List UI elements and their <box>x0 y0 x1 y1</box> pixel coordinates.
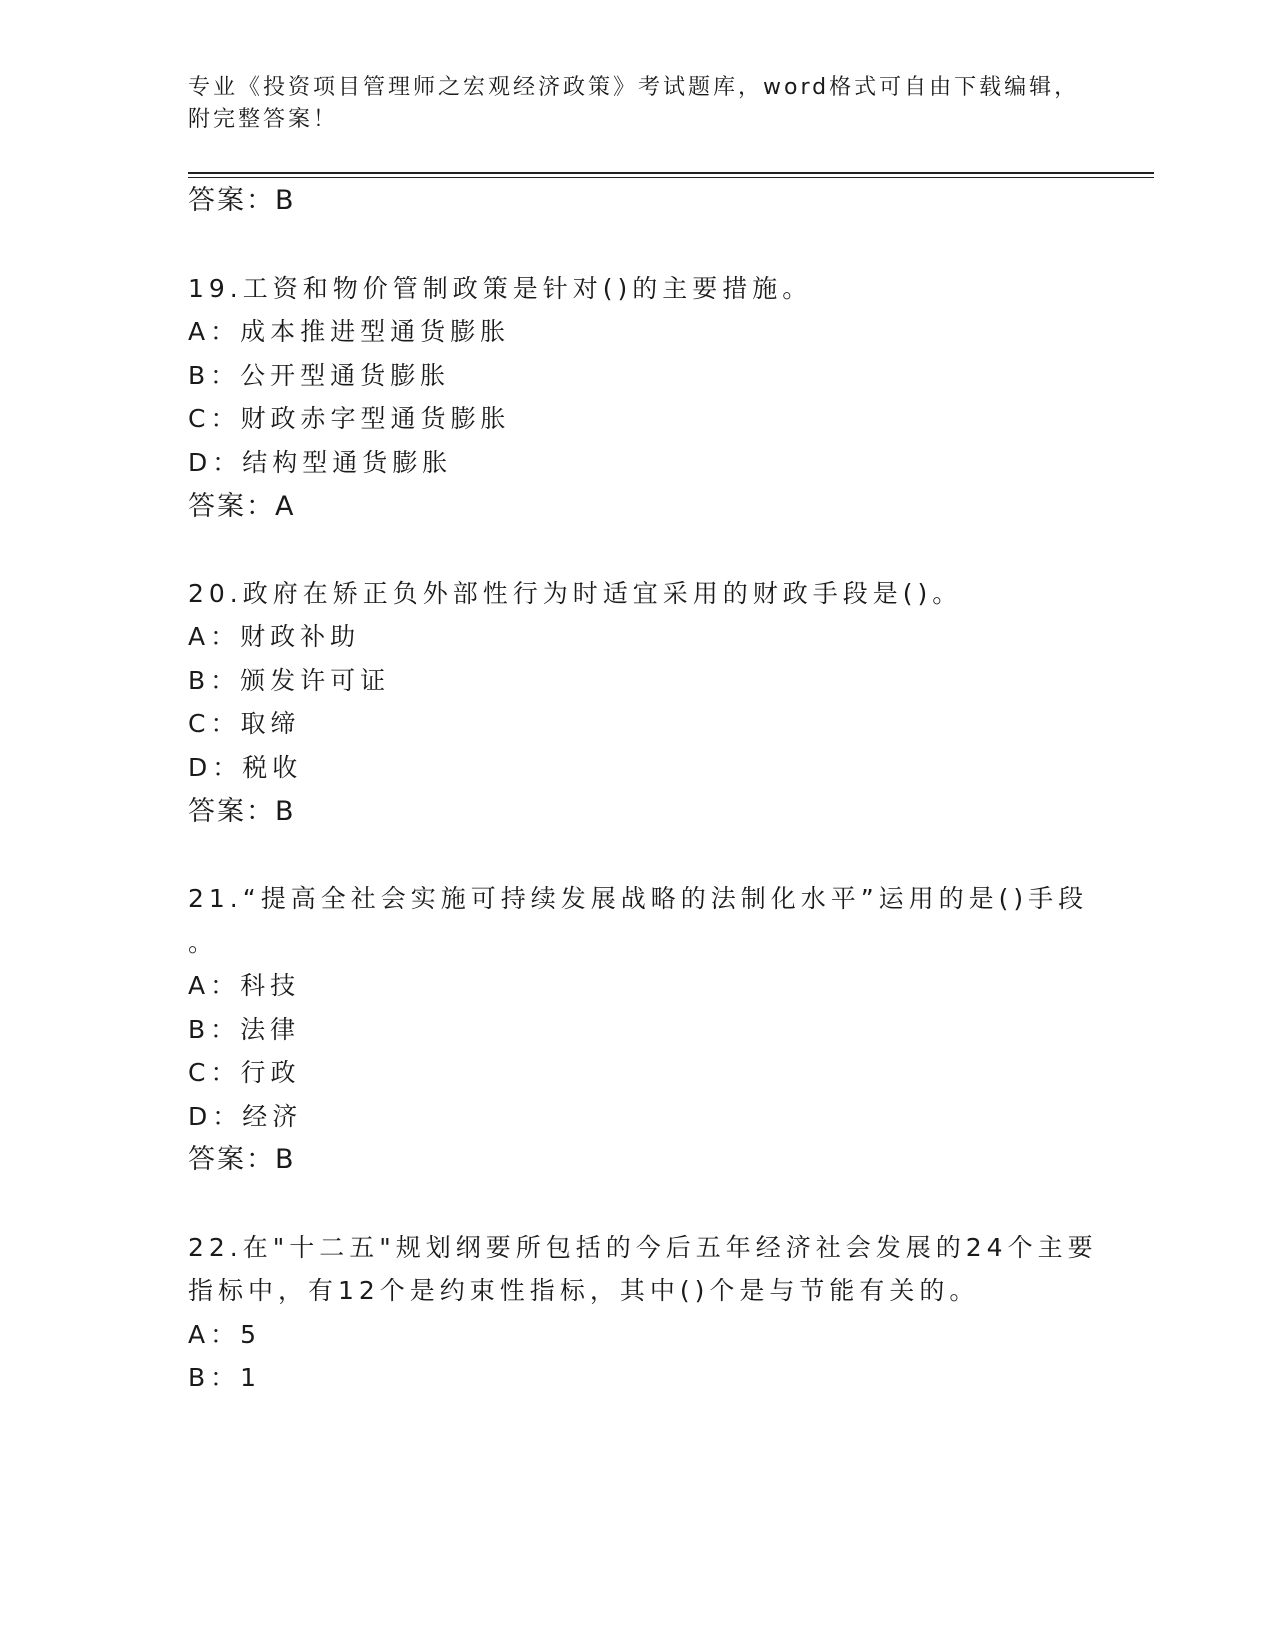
question-19-option-b: B：公开型通货膨胀 <box>188 361 451 390</box>
header-rule-top <box>188 172 1154 174</box>
question-20-option-d: D：税收 <box>188 753 303 782</box>
previous-question-answer: 答案：B <box>188 185 296 216</box>
question-21-option-a: A：科技 <box>188 971 301 1000</box>
question-21-option-d: D：经济 <box>188 1102 303 1131</box>
question-20-option-a: A：财政补助 <box>188 622 361 651</box>
question-19-answer: 答案：A <box>188 491 296 522</box>
question-22-stem-line-1: 22.在"十二五"规划纲要所包括的今后五年经济社会发展的24个主要 <box>188 1233 1098 1262</box>
question-22-stem-line-2: 指标中，有12个是约束性指标，其中()个是与节能有关的。 <box>188 1276 980 1305</box>
question-20-option-c: C：取缔 <box>188 709 301 738</box>
header-rule-bottom <box>188 177 1154 178</box>
question-20-option-b: B：颁发许可证 <box>188 666 391 695</box>
question-21-stem-line-2: 。 <box>188 928 219 957</box>
question-20-answer: 答案：B <box>188 796 296 827</box>
document-header-line-2: 附完整答案！ <box>188 107 339 132</box>
question-20-stem: 20.政府在矫正负外部性行为时适宜采用的财政手段是()。 <box>188 579 963 608</box>
question-21-option-c: C：行政 <box>188 1058 301 1087</box>
document-header-line-1: 专业《投资项目管理师之宏观经济政策》考试题库，word格式可自由下载编辑， <box>188 75 1080 100</box>
question-21-option-b: B：法律 <box>188 1015 301 1044</box>
question-21-answer: 答案：B <box>188 1144 296 1175</box>
question-19-option-d: D：结构型通货膨胀 <box>188 448 453 477</box>
question-19-option-c: C：财政赤字型通货膨胀 <box>188 404 511 433</box>
question-19-option-a: A：成本推进型通货膨胀 <box>188 317 511 346</box>
question-21-stem-line-1: 21.“提高全社会实施可持续发展战略的法制化水平”运用的是()手段 <box>188 884 1089 913</box>
question-22-option-a: A：5 <box>188 1320 262 1349</box>
question-22-option-b: B：1 <box>188 1363 262 1392</box>
question-19-stem: 19.工资和物价管制政策是针对()的主要措施。 <box>188 274 813 303</box>
